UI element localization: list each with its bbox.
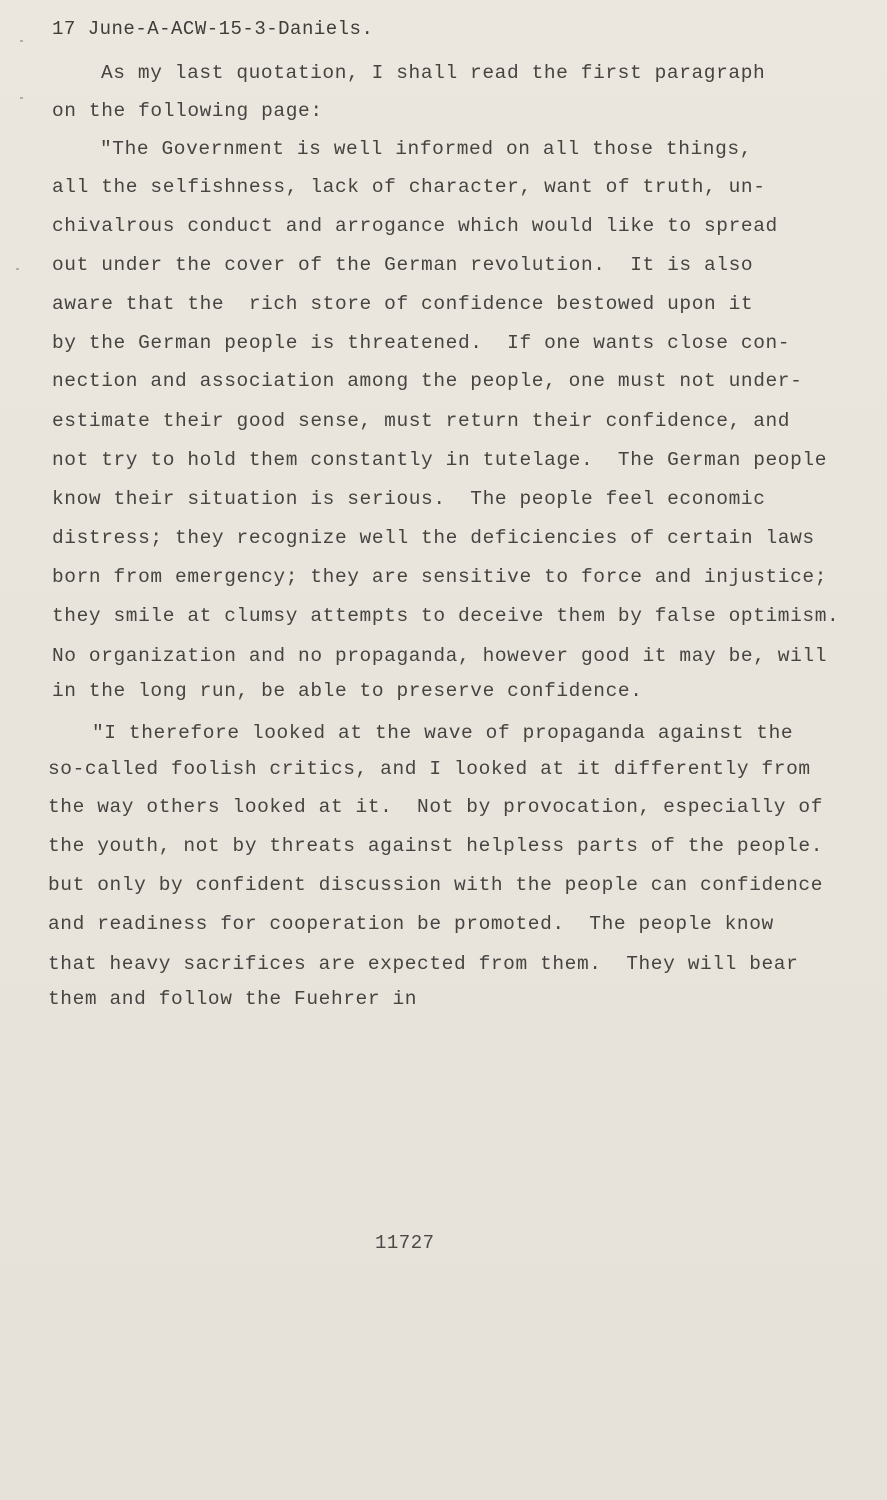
text-line: the way others looked at it. Not by provocation, especially of	[48, 796, 824, 818]
page-number: 11727	[375, 1232, 435, 1254]
text-line: the youth, not by threats against helpless parts of the people.	[48, 835, 824, 857]
text-line: on the following page:	[52, 100, 323, 122]
text-line: but only by confident discussion with the people can confidence	[48, 874, 824, 896]
text-line: born from emergency; they are sensitive to force and injustice;	[52, 566, 828, 588]
margin-mark	[20, 40, 23, 42]
text-line: nection and association among the people, one must not under-	[52, 370, 803, 392]
text-line: aware that the rich store of confidence bestowed upon it	[52, 293, 754, 315]
margin-mark	[20, 97, 23, 99]
margin-mark	[16, 268, 19, 270]
text-line: No organization and no propaganda, however good it may be, will	[52, 645, 828, 667]
text-line: estimate their good sense, must return their confidence, and	[52, 410, 791, 432]
text-line: so-called foolish critics, and I looked at it differently from	[48, 758, 811, 780]
text-line: not try to hold them constantly in tutelage. The German people	[52, 449, 828, 471]
text-line: all the selfishness, lack of character, want of truth, un-	[52, 176, 766, 198]
text-line: that heavy sacrifices are expected from them. They will bear	[48, 953, 799, 975]
text-line: "The Government is well informed on all those things,	[100, 138, 753, 160]
text-line: know their situation is serious. The people feel economic	[52, 488, 766, 510]
text-line: and readiness for cooperation be promoted. The people know	[48, 913, 774, 935]
text-line: in the long run, be able to preserve confidence.	[52, 680, 643, 702]
text-line: "I therefore looked at the wave of propaganda against the	[92, 722, 794, 744]
document-header: 17 June-A-ACW-15-3-Daniels.	[52, 18, 374, 40]
text-line: chivalrous conduct and arrogance which would like to spread	[52, 215, 778, 237]
text-line: they smile at clumsy attempts to deceive them by false optimism.	[52, 605, 840, 627]
text-line: by the German people is threatened. If one wants close con-	[52, 332, 791, 354]
text-line: out under the cover of the German revolution. It is also	[52, 254, 754, 276]
text-line: them and follow the Fuehrer in	[48, 988, 418, 1010]
text-line: distress; they recognize well the deficiencies of certain laws	[52, 527, 815, 549]
text-line: As my last quotation, I shall read the first paragraph	[101, 62, 766, 84]
